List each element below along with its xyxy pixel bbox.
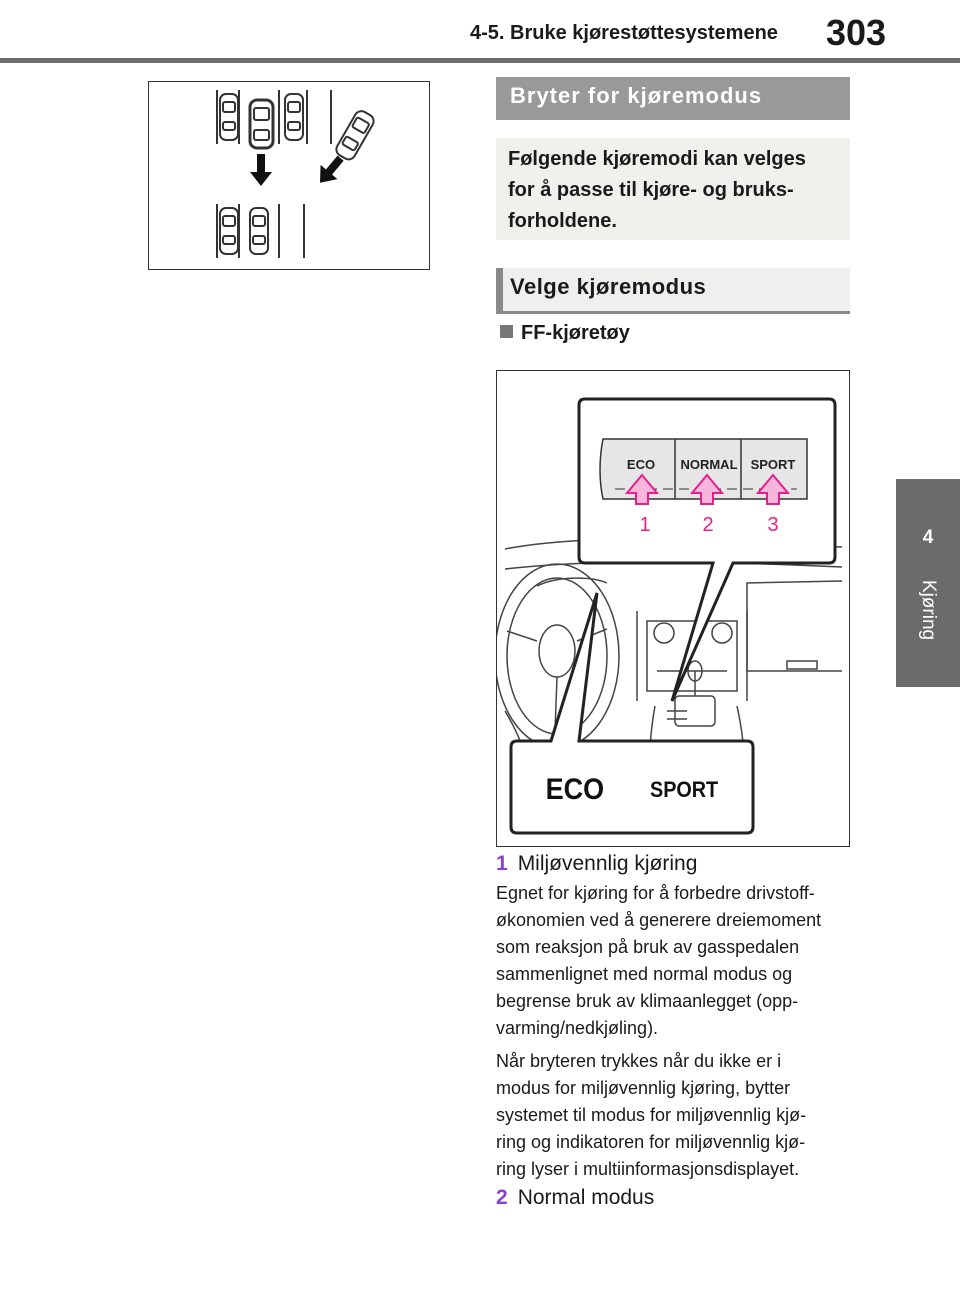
subheading-ff: FF-kjøretøy [500, 322, 630, 345]
item-2-number: 2 [496, 1186, 508, 1209]
switch-label-normal: NORMAL [680, 457, 738, 472]
heading-velge-kjoremodus: Velge kjøremodus [496, 268, 850, 314]
parking-cars-drawing [149, 82, 429, 269]
dashboard-drawing [497, 371, 849, 846]
switch-label-sport: SPORT [750, 457, 796, 472]
switch-label-eco: ECO [626, 457, 656, 472]
header-divider [0, 58, 960, 63]
item-2-heading [496, 1186, 654, 1210]
square-bullet-icon [500, 325, 513, 338]
intro-text: Følgende kjøremodi kan velges for å passe til kjøre- og bruks-forholdene. [508, 148, 806, 232]
page-number: 303 [826, 12, 887, 53]
chapter-tab [896, 479, 960, 687]
section-title: 4-5. Bruke kjørestøttesystemene [470, 22, 778, 44]
item-1-number: 1 [496, 852, 508, 875]
callout-number-2: 2 [702, 514, 714, 536]
item-2-title: Normal modus [517, 1186, 655, 1209]
chapter-number: 4 [922, 527, 934, 548]
indicator-sport: SPORT [650, 778, 719, 803]
item-1-paragraph-1: Egnet for kjøring for å forbedre drivstoff- økonomien ved å generere dreiemoment som reaksjon på bruk av gasspedalen sammenlignet med normal modus og begrense bruk av klimaanlegget (opp- varming/nedkjøling). [496, 883, 822, 1038]
item-1-heading [496, 852, 697, 876]
drive-mode-figure [496, 370, 850, 847]
callout-number-3: 3 [767, 514, 779, 536]
item-1-paragraph-2: Når bryteren trykkes når du ikke er i modus for miljøvennlig kjøring, bytter systemet til modus for miljøvennlig kjø- ring og indikatoren for miljøvennlig kjø- ring lyser i multiinformasjonsdisplayet. [496, 1051, 807, 1179]
heading-bryter-for-kjoremodus: Bryter for kjøremodus [496, 77, 850, 120]
parking-illustration [148, 81, 430, 270]
indicator-eco: ECO [545, 772, 605, 807]
item-1-title: Miljøvennlig kjøring [517, 852, 698, 875]
callout-number-1: 1 [639, 514, 651, 536]
intro-box [496, 138, 850, 240]
chapter-label: Kjøring [918, 579, 939, 640]
